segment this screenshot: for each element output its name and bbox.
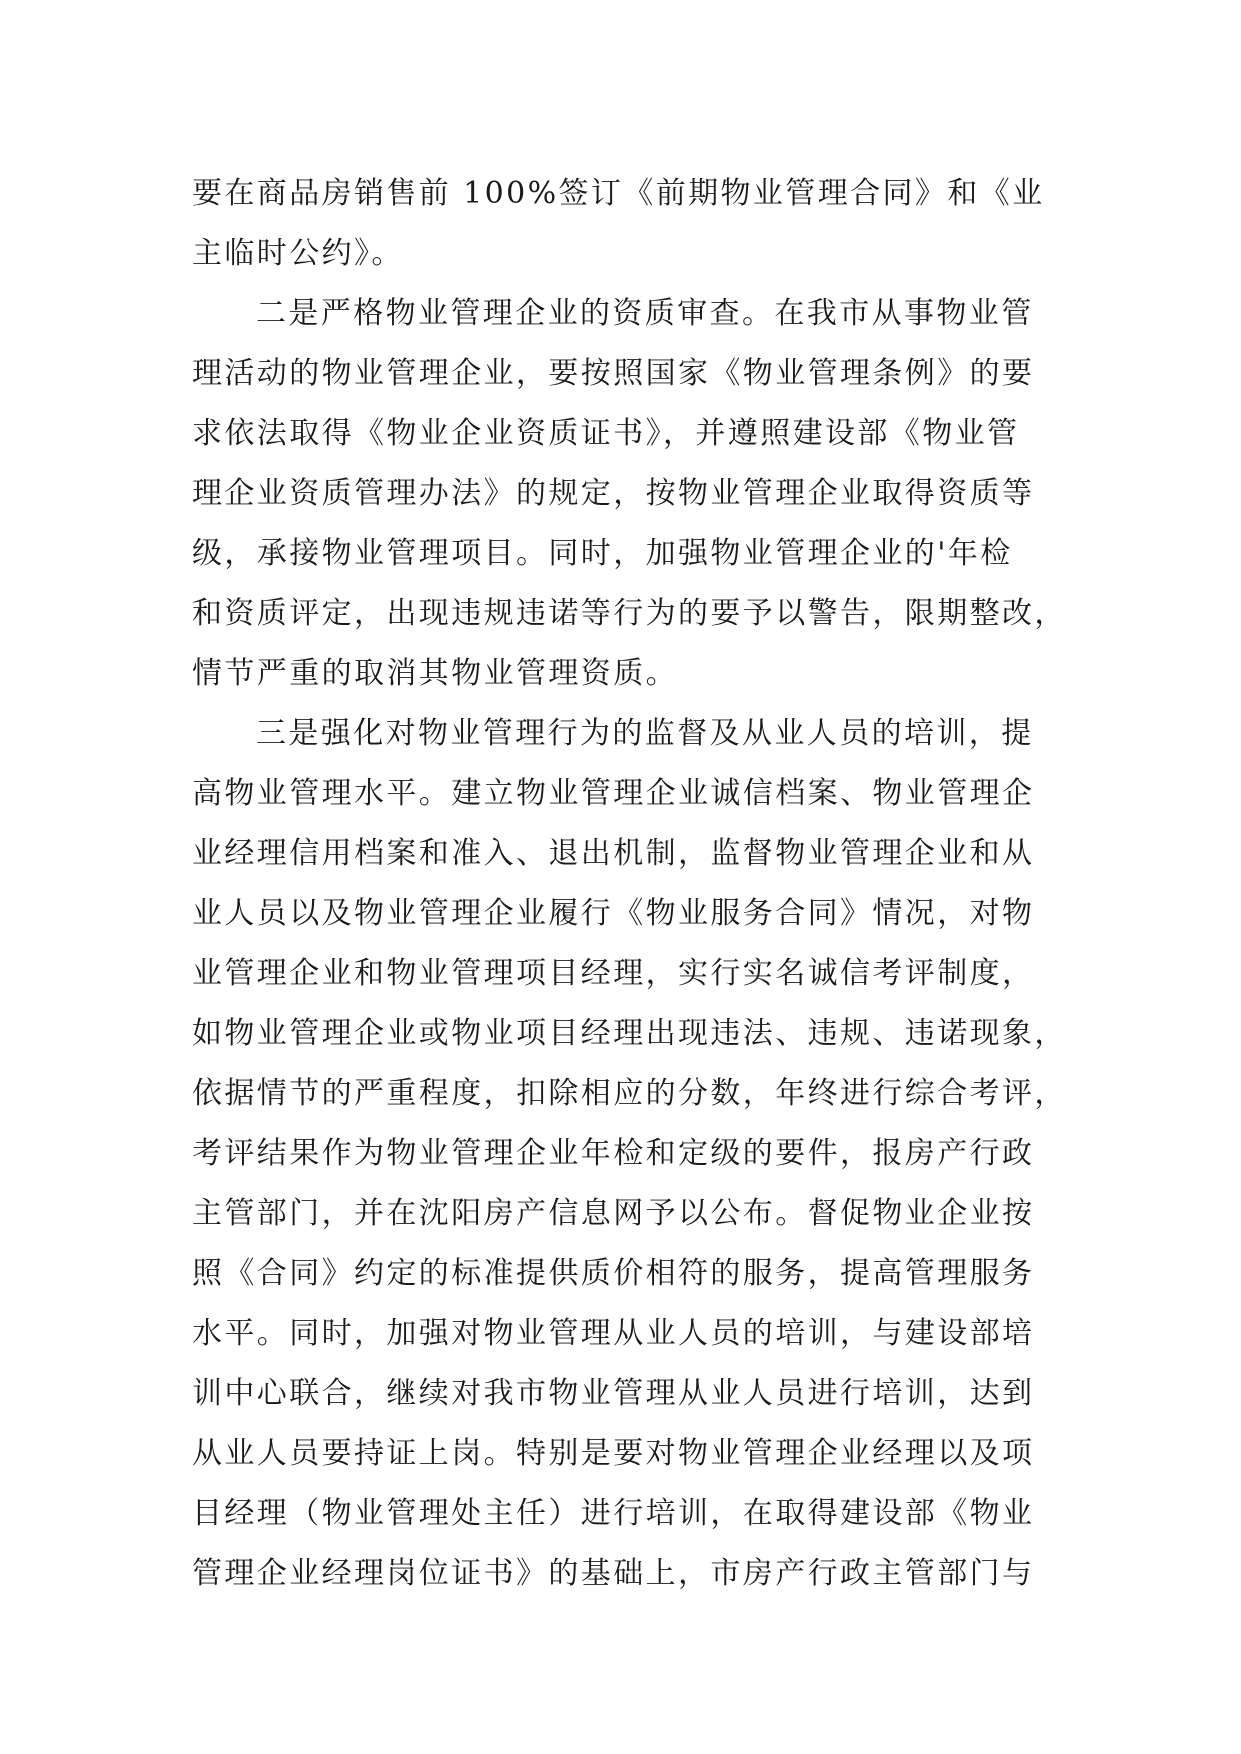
- paragraph-first-line: 二是严格物业管理企业的资质审查。在我市从事物业管: [256, 296, 1034, 331]
- text-line: 主管部门，并在沈阳房产信息网予以公布。督促物业企业按: [192, 1196, 1035, 1231]
- text-line: 业管理企业和物业管理项目经理，实行实名诚信考评制度，: [192, 956, 1035, 991]
- text-line: 训中心联合，继续对我市物业管理从业人员进行培训，达到: [192, 1376, 1035, 1411]
- text-line: 照《合同》约定的标准提供质价相符的服务，提高管理服务: [192, 1256, 1035, 1291]
- text-line: 要在商品房销售前 100%签订《前期物业管理合同》和《业: [192, 176, 1045, 211]
- text-line: 和资质评定，出现违规违诺等行为的要予以警告，限期整改，: [192, 596, 1067, 631]
- text-line: 水平。同时，加强对物业管理从业人员的培训，与建设部培: [192, 1316, 1035, 1351]
- text-line: 高物业管理水平。建立物业管理企业诚信档案、物业管理企: [192, 776, 1035, 811]
- text-line: 业人员以及物业管理企业履行《物业服务合同》情况，对物: [192, 896, 1035, 931]
- text-line: 情节严重的取消其物业管理资质。: [192, 656, 678, 691]
- text-line: 管理企业经理岗位证书》的基础上，市房产行政主管部门与: [192, 1556, 1035, 1591]
- text-line: 级，承接物业管理项目。同时，加强物业管理企业的'年检: [192, 536, 1013, 571]
- text-line: 求依法取得《物业企业资质证书》，并遵照建设部《物业管: [192, 416, 1020, 451]
- text-line: 主临时公约》。: [192, 236, 404, 271]
- text-line: 理活动的物业管理企业，要按照国家《物业管理条例》的要: [192, 356, 1035, 391]
- text-line: 理企业资质管理办法》的规定，按物业管理企业取得资质等: [192, 476, 1035, 511]
- text-line: 目经理（物业管理处主任）进行培训，在取得建设部《物业: [192, 1496, 1035, 1531]
- text-line: 考评结果作为物业管理企业年检和定级的要件，报房产行政: [192, 1136, 1035, 1171]
- text-line: 如物业管理企业或物业项目经理出现违法、违规、违诺现象，: [192, 1016, 1067, 1051]
- document-body: [192, 164, 1067, 1604]
- text-line: 从业人员要持证上岗。特别是要对物业管理企业经理以及项: [192, 1436, 1035, 1471]
- text-line: 业经理信用档案和准入、退出机制，监督物业管理企业和从: [192, 836, 1035, 871]
- text-line: 依据情节的严重程度，扣除相应的分数，年终进行综合考评，: [192, 1076, 1067, 1111]
- paragraph-first-line: 三是强化对物业管理行为的监督及从业人员的培训，提: [256, 716, 1034, 751]
